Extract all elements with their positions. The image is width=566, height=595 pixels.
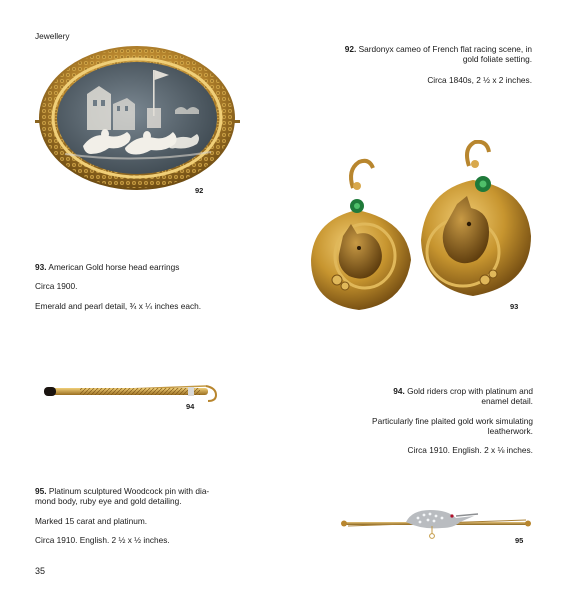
item-94-date: Circa 1910. English. 2 x ⅛ inches. — [407, 445, 533, 456]
item-94-detail-line2: leatherwork. — [487, 426, 533, 437]
cameo-brooch-photo — [35, 42, 240, 192]
item-93-date: Circa 1900. — [35, 281, 78, 292]
item-92-caption — [300, 44, 532, 85]
page-number: 35 — [35, 566, 46, 576]
item-94-title-line1: Gold riders crop with platinum and — [407, 386, 533, 396]
item-95-marks: Marked 15 carat and platinum. — [35, 515, 148, 526]
item-95-title-line2: mond body, ruby eye and gold detailing. — [35, 496, 182, 507]
plate-label-93: 93 — [510, 302, 519, 311]
plate-label-94: 94 — [186, 402, 195, 411]
item-95-number: 95. — [35, 486, 47, 496]
item-92-title-line2: gold foliate setting. — [462, 54, 532, 65]
item-94-title-line2: enamel detail. — [481, 396, 533, 407]
item-93-caption — [35, 262, 285, 311]
item-93-detail: Emerald and pearl detail, ¾ x ¼ inches each. — [35, 300, 202, 311]
item-92-number: 92. — [344, 44, 357, 54]
plate-label-92: 92 — [195, 186, 204, 195]
section-heading: Jewellery — [35, 31, 70, 41]
item-94-detail-line1: Particularly fine plaited gold work simulating — [372, 415, 533, 426]
woodcock-pin-photo — [340, 504, 532, 550]
item-94-number: 94. — [393, 386, 405, 396]
item-94-caption — [300, 386, 533, 456]
item-95-caption — [35, 486, 265, 545]
horse-earrings-photo — [307, 140, 535, 318]
item-92-date: Circa 1840s, 2 ½ x 2 inches. — [427, 74, 532, 85]
item-93-number: 93. — [35, 262, 47, 272]
item-95-date: Circa 1910. English. 2 ½ x ½ inches. — [35, 535, 170, 546]
item-92-title-line1: Sardonyx cameo of French flat racing scene, in — [358, 44, 532, 54]
item-95-title-line1: Platinum sculptured Woodcock pin with dia- — [48, 486, 210, 496]
plate-label-95: 95 — [515, 536, 524, 545]
item-93-title: American Gold horse head earrings — [48, 262, 180, 272]
